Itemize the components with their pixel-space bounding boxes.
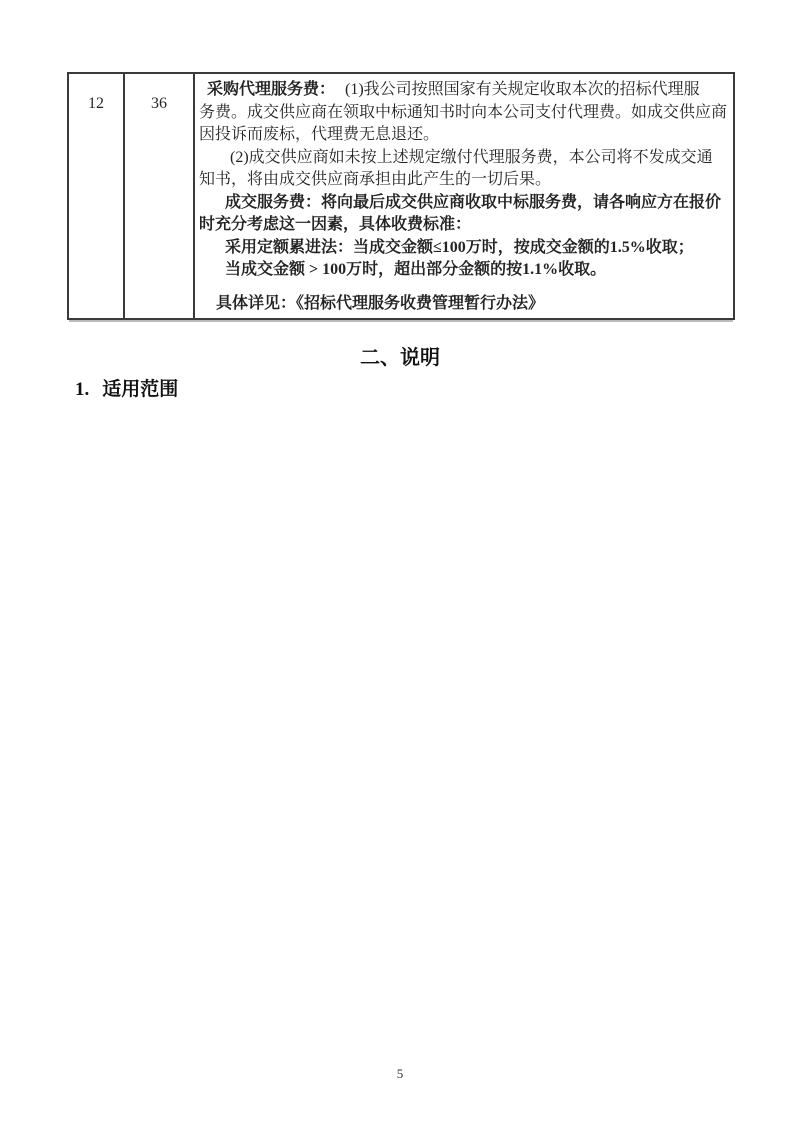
agency-fee-penalty-paragraph [199, 147, 729, 192]
paragraph-line: 时充分考虑这一因素，具体收费标准： [199, 216, 472, 233]
list-item-number: 1. [75, 379, 90, 400]
table-row [68, 73, 734, 319]
section-heading: 二、说明 [360, 347, 440, 369]
fee-terms-cell [194, 73, 734, 319]
reference-note [199, 293, 729, 316]
page-number: 5 [396, 1066, 404, 1081]
row-number-cell: 12 [68, 73, 124, 319]
paragraph-line: (2)成交供应商如未按上述规定缴付代理服务费，本公司将不发成交通 [230, 148, 713, 166]
paragraph-line: 采用定额累进法：当成交金额≤100万时，按成交金额的1.5%收取； [225, 238, 694, 256]
fee-rule-tier2 [199, 259, 729, 282]
paragraph-line: 知书，将由成交供应商承担由此产生的一切后果。 [199, 171, 552, 188]
agency-fee-paragraph [199, 79, 729, 147]
paragraph-line: 务费。成交供应商在领取中标通知书时向本公司支付代理费。如成交供应商 [199, 103, 728, 121]
list-item-scope [75, 379, 178, 400]
item-number-cell: 36 [124, 73, 194, 319]
paragraph-line: 当成交金额 > 100万时，超出部分金额的按1.1%收取。 [225, 261, 607, 278]
paragraph-line: 成交服务费：将向最后成交供应商收取中标服务费，请各响应方在报价 [225, 193, 722, 211]
list-item-title: 适用范围 [102, 379, 179, 400]
fee-terms-table [67, 72, 735, 320]
deal-service-fee-paragraph [199, 192, 729, 237]
agency-fee-label: 采购代理服务费： [207, 81, 336, 98]
paragraph-line [199, 79, 729, 102]
fee-rule-tier1 [199, 237, 729, 260]
paragraph-text: (1)我公司按照国家有关规定收取本次的招标代理服 [345, 81, 700, 98]
paragraph-line: 因投诉而废标，代理费无息退还。 [199, 126, 440, 143]
paragraph-line: 具体详见：《招标代理服务收费管理暂行办法》 [216, 294, 545, 312]
